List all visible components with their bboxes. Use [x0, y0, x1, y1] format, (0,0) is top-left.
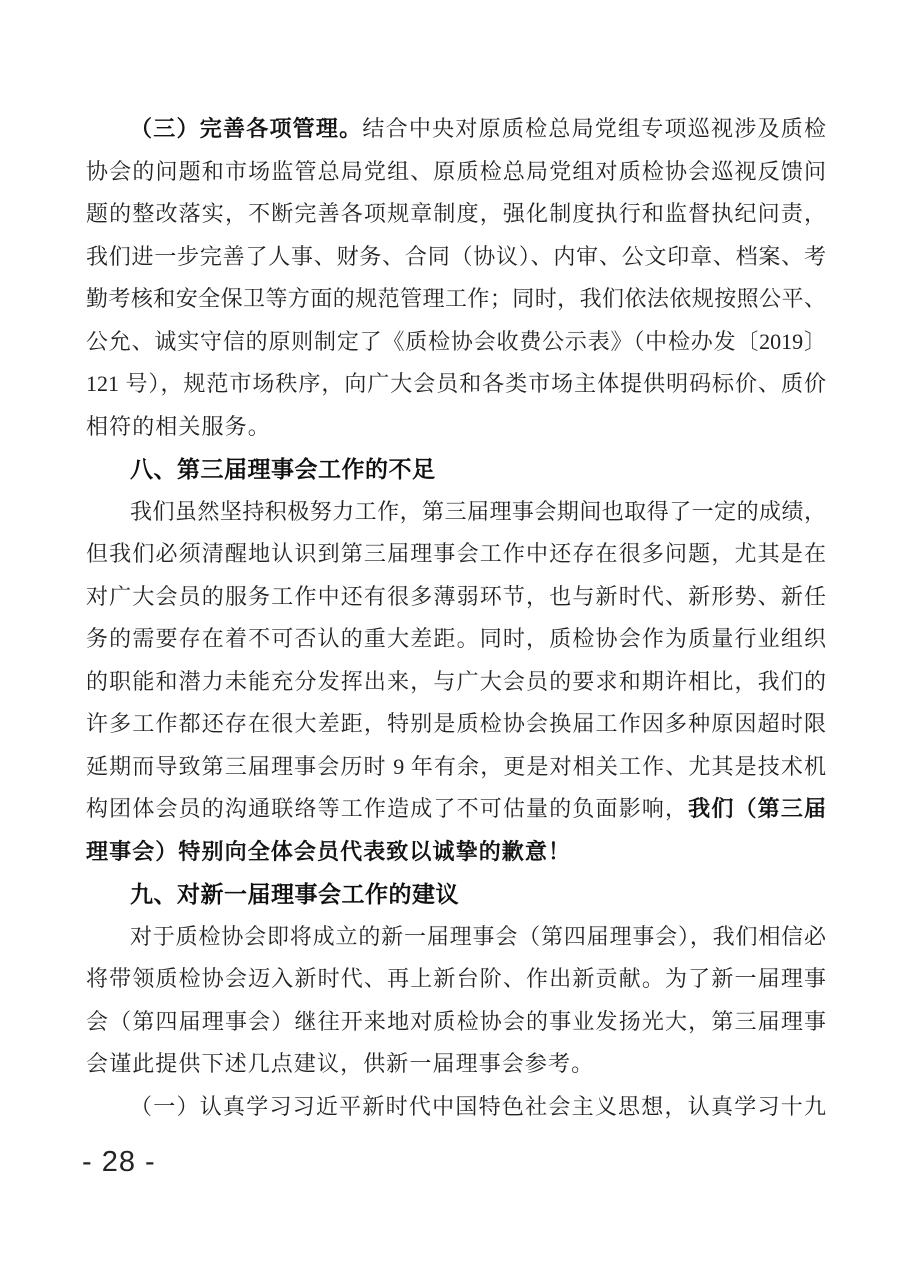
text-line	[86, 278, 826, 321]
text-line	[86, 108, 826, 151]
text-line	[86, 1086, 826, 1129]
body-text: 对于质检协会即将成立的新一届理事会（第四届理事会），我们相信必	[130, 923, 826, 949]
body-text: 会谨此提供下述几点建议，供新一届理事会参考。	[86, 1051, 595, 1076]
body-text: 许多工作都还存在很大差距，特别是质检协会换届工作因多种原因超时限	[86, 711, 826, 736]
text-line	[86, 576, 826, 619]
body-text: 对广大会员的服务工作中还有很多薄弱环节，也与新时代、新形势、新任	[86, 583, 826, 609]
emphasis-text: 理事会）特别向全体会员代表致以诚挚的歉意！	[86, 838, 572, 864]
body-text: 但我们必须清醒地认识到第三届理事会工作中还存在很多问题，尤其是在	[86, 541, 826, 566]
paragraph	[86, 916, 826, 1086]
document-content	[86, 0, 826, 1128]
text-line	[86, 406, 826, 449]
text-line	[86, 1043, 826, 1086]
text-line	[86, 661, 826, 704]
text-line	[86, 703, 826, 746]
text-line	[86, 916, 826, 959]
page-number: - 28 -	[82, 1146, 156, 1178]
text-line	[86, 618, 826, 661]
emphasis-text: 我们（第三届	[688, 796, 826, 821]
body-text: 会（第四届理事会）继往开来地对质检协会的事业发扬光大，第三届理事	[86, 1008, 826, 1034]
text-line	[86, 1001, 826, 1044]
text-line	[86, 236, 826, 279]
body-text: 公允、诚实守信的原则制定了《质检协会收费公示表》（中检办发〔2019〕	[86, 328, 826, 354]
text-line	[86, 491, 826, 534]
paragraph	[86, 108, 826, 448]
emphasis-text: （三）完善各项管理。	[130, 116, 363, 141]
text-line	[86, 193, 826, 236]
body-text: 121 号），规范市场秩序，向广大会员和各类市场主体提供明码标价、质价	[86, 371, 826, 396]
body-text: 将带领质检协会迈入新时代、再上新台阶、作出新贡献。为了新一届理事	[86, 966, 826, 991]
section-heading: 八、第三届理事会工作的不足	[130, 456, 436, 482]
text-line	[86, 958, 826, 1001]
text-line	[86, 363, 826, 406]
paragraph	[86, 1086, 826, 1129]
body-text: 我们虽然坚持积极努力工作，第三届理事会期间也取得了一定的成绩，	[130, 498, 826, 524]
body-text: 勤考核和安全保卫等方面的规范管理工作；同时，我们依法依规按照公平、	[86, 286, 826, 311]
body-text: 协会的问题和市场监管总局党组、原质检总局党组对质检协会巡视反馈问	[86, 158, 826, 184]
text-line	[86, 321, 826, 364]
section-heading: 九、对新一届理事会工作的建议	[130, 881, 459, 907]
text-line	[86, 533, 826, 576]
body-text: 题的整改落实，不断完善各项规章制度，强化制度执行和监督执纪问责，	[86, 201, 826, 226]
body-text: （一）认真学习习近平新时代中国特色社会主义思想，认真学习十九	[130, 1093, 826, 1119]
paragraph	[86, 491, 826, 874]
body-text: 我们进一步完善了人事、财务、合同（协议）、内审、公文印章、档案、考	[86, 243, 826, 269]
body-text: 结合中央对原质检总局党组专项巡视涉及质检	[362, 116, 826, 141]
text-line	[86, 746, 826, 789]
body-text: 的职能和潜力未能充分发挥出来，与广大会员的要求和期许相比，我们的	[86, 668, 826, 694]
text-line	[86, 151, 826, 194]
body-text: 务的需要存在着不可否认的重大差距。同时，质检协会作为质量行业组织	[86, 626, 826, 651]
body-text: 延期而导致第三届理事会历时 9 年有余，更是对相关工作、尤其是技术机	[86, 753, 826, 779]
body-text: 构团体会员的沟通联络等工作造成了不可估量的负面影响，	[86, 796, 689, 821]
text-line	[86, 788, 826, 831]
body-text: 相符的相关服务。	[86, 413, 271, 439]
text-line	[86, 831, 826, 874]
